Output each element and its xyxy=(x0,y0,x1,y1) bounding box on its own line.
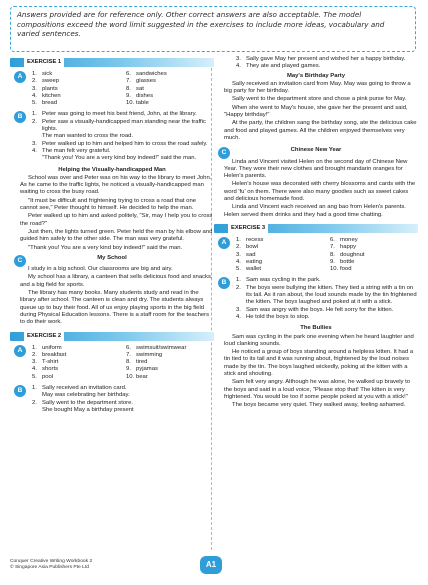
answer-sentence xyxy=(32,119,214,134)
answer-item xyxy=(32,352,120,359)
item-text: sat xyxy=(136,85,144,92)
answer-item xyxy=(126,352,214,359)
paragraph: Linda and Vincent visited Helen on the second day of Chinese New Year. They wore their new clothes and brought mandarin oranges for Helen's parents. xyxy=(224,158,408,180)
answer-item xyxy=(236,237,324,244)
item-number: 3. xyxy=(32,85,37,92)
item-number: 5. xyxy=(236,266,241,273)
ex2-section-a xyxy=(10,345,214,381)
section-c-badge: C xyxy=(218,147,230,159)
ex3-a-answers xyxy=(236,237,418,273)
item-number: 6. xyxy=(126,344,131,351)
item-number: 1. xyxy=(32,384,37,391)
paragraph: When she went to May's house, she gave her the present and said, "Happy birthday!" xyxy=(224,104,408,119)
essay-title: Chinese New Year xyxy=(290,147,342,154)
item-number: 5. xyxy=(32,100,37,107)
item-number: 3. xyxy=(32,359,37,366)
section-a-badge: A xyxy=(14,345,26,357)
paragraph: School was over and Peter was on his way to the library to meet John. As he came to the traffic lights, he noticed a visually-handicapped man waiting to cross the busy road. xyxy=(20,174,212,196)
answer-sentence xyxy=(236,314,418,321)
item-text: breakfast xyxy=(42,351,67,358)
answer-item xyxy=(32,345,120,352)
item-number: 4. xyxy=(236,313,241,320)
item-text: sick xyxy=(42,71,53,77)
book-title: Conquer Creative Writing Workbook 2 xyxy=(10,559,93,564)
item-number: 10. xyxy=(330,266,339,273)
item-number: 1. xyxy=(236,236,241,243)
item-text: wallet xyxy=(246,266,262,273)
item-number: 2. xyxy=(236,284,241,291)
paragraph: The library has many books. Many students study and read in the library after school. The canteen is clean and dry. The students always queue up to buy their food. All of us enjoy playing sports in the big field during Physical Education lessons. There is a staff room for the teachers to do their work. xyxy=(20,290,210,326)
item-text: shorts xyxy=(42,366,59,373)
paragraph: Sally received an invitation card from May. May was going to throw a big party for her birthday. xyxy=(224,80,411,95)
ex2-section-b xyxy=(10,385,214,414)
ex1-b-answers xyxy=(32,111,214,162)
item-text: He told the boys to stop. xyxy=(246,313,310,320)
item-text: tired xyxy=(136,359,148,366)
section-a-badge: A xyxy=(218,237,230,249)
item-number: 2. xyxy=(236,244,241,251)
left-column xyxy=(10,56,214,418)
item-number: 3. xyxy=(236,251,241,258)
item-text: Sally gave May her present and wished her a happy birthday. xyxy=(246,56,406,62)
item-number: 10. xyxy=(126,373,135,380)
item-text: T-shirt xyxy=(42,359,59,366)
answer-item xyxy=(32,78,120,85)
item-text: The boys were bullying the kitten. They tied a string with a tin on its tail. As it ran about, the loud sounds made by the tin frightened the kitten. The boys laughed and poked at it with a stick. xyxy=(246,284,417,306)
answer-sentence xyxy=(32,111,214,118)
answer-item xyxy=(32,93,120,100)
ex2-b-answers xyxy=(32,385,214,414)
answer-sentence xyxy=(236,277,418,284)
paragraph: Linda and Vincent each received an ang bao from Helen's parents. Helen served them drinks and they had a good time chatting. xyxy=(224,204,406,218)
answer-item xyxy=(236,252,324,259)
item-number: 3. xyxy=(32,140,37,147)
item-text: Sam was cycling in the park. xyxy=(246,277,321,284)
item-number: 2. xyxy=(32,399,37,406)
item-number xyxy=(32,133,42,140)
section-b-badge: B xyxy=(14,111,26,123)
item-text: recess xyxy=(246,236,264,243)
answer-sentence xyxy=(32,407,214,414)
answer-item xyxy=(236,244,324,251)
item-number: 1. xyxy=(32,71,37,77)
item-text: Peter saw a visually-handicapped man standing near the traffic lights. xyxy=(42,118,206,133)
answer-sentence xyxy=(236,56,418,63)
item-number: 7. xyxy=(126,351,131,358)
answer-item xyxy=(330,244,418,251)
answer-item xyxy=(330,252,418,259)
item-number: 1. xyxy=(32,344,37,351)
item-text: bread xyxy=(42,100,58,107)
answer-item xyxy=(236,266,324,273)
answer-sentence xyxy=(236,63,418,70)
paragraph: Sam was cycling in the park one evening when he heard laughter and loud clanking sounds. xyxy=(224,333,414,347)
copyright: © Singapore Asia Publishers Pte Ltd xyxy=(10,565,89,570)
item-text: Peter walked up to him and helped him to cross the road safely. xyxy=(42,140,208,147)
answer-item xyxy=(32,86,120,93)
item-number: 3. xyxy=(236,306,241,313)
story-title: May's Birthday Party xyxy=(286,72,346,79)
answer-sentence xyxy=(32,392,214,399)
item-text: They ate and played games. xyxy=(246,63,321,70)
answer-item xyxy=(330,237,418,244)
essay-body xyxy=(10,266,214,326)
item-text: bear xyxy=(136,373,148,380)
item-text: Sally received an invitation card. xyxy=(42,384,127,391)
item-text: bowl xyxy=(246,244,259,251)
page-number-badge: A1 xyxy=(200,556,222,574)
answer-sentence xyxy=(32,155,214,162)
ex2-b-answers-continued xyxy=(214,56,418,71)
answer-sentence xyxy=(236,285,418,307)
item-text: sweep xyxy=(42,78,60,85)
item-text: uniform xyxy=(42,344,62,351)
item-text: money xyxy=(340,236,358,243)
item-text: swimming xyxy=(136,351,163,358)
answer-sentence xyxy=(32,400,214,407)
item-text: doughnut xyxy=(340,251,365,258)
answer-sentence xyxy=(236,307,418,314)
publisher-footer xyxy=(10,559,92,571)
item-number: 8. xyxy=(330,251,335,258)
paragraph: He noticed a group of boys standing around a helpless kitten. It had a tin tied to its tail and it was running about, frightened by the loud noises made by the tin. The boys laughed wickedly, poking at the kitten with a stick and shouting. xyxy=(224,349,414,377)
ex2-a-answers xyxy=(32,345,214,381)
paragraph: Sam felt very angry. Although he was alone, he walked up bravely to the boys and said in a loud voice, "Please stop that! The kitten is very frightened. You would be too if some people poked at you with a stick!" xyxy=(224,379,411,400)
item-text: bottle xyxy=(340,258,355,265)
item-number: 6. xyxy=(126,71,131,77)
answer-item xyxy=(126,366,214,373)
paragraph: The boys became very quiet. They walked away, feeling ashamed. xyxy=(232,402,406,409)
section-a-badge: A xyxy=(14,71,26,83)
exercise-2-header: EXERCISE 2 xyxy=(10,332,214,341)
story-body xyxy=(214,81,418,142)
right-column xyxy=(214,56,418,410)
answer-sentence xyxy=(32,148,214,155)
item-text: plants xyxy=(42,85,58,92)
answer-item xyxy=(32,359,120,366)
item-text: swimsuit/swimwear xyxy=(136,344,187,351)
item-number: 10. xyxy=(126,100,135,107)
item-number: 2. xyxy=(32,118,37,125)
item-text: dishes xyxy=(136,92,154,99)
item-text: Sam was angry with the boys. He felt sorry for the kitten. xyxy=(246,306,394,313)
ex1-section-a xyxy=(10,71,214,107)
answer-sentence xyxy=(32,141,214,148)
item-text: She bought May a birthday present xyxy=(42,406,134,413)
item-number xyxy=(32,407,42,414)
paragraph: Sally went to the department store and chose a pink purse for May. xyxy=(232,96,407,103)
answer-sentence xyxy=(32,133,214,140)
paragraph: Just then, the lights turned green. Peter held the man by his elbow and guided him safely to the other side. The man was very grateful. xyxy=(20,228,213,243)
item-text: The man wanted to cross the road. xyxy=(42,133,134,140)
answer-item xyxy=(330,259,418,266)
item-number: 9. xyxy=(126,92,131,99)
ex1-section-c xyxy=(10,255,214,262)
answer-item xyxy=(32,366,120,373)
item-text: kitchen xyxy=(42,92,61,99)
answer-item xyxy=(330,266,418,273)
ex3-section-b xyxy=(214,277,418,321)
item-text: sad xyxy=(246,251,256,258)
section-b-badge: B xyxy=(218,277,230,289)
paragraph: Helen's house was decorated with cherry blossoms and cards with the word 'fu' on them. There were also many goodies such as sweet cakes and delicious homemade food. xyxy=(224,181,416,203)
answer-item xyxy=(236,259,324,266)
item-number: 4. xyxy=(32,147,37,154)
item-number: 5. xyxy=(32,373,37,380)
item-text: pool xyxy=(42,373,54,380)
item-number xyxy=(32,392,42,399)
ex1-section-b xyxy=(10,111,214,162)
item-number xyxy=(32,155,42,162)
exercise-3-header: EXERCISE 3 xyxy=(214,224,418,233)
item-number: 4. xyxy=(236,258,241,265)
paragraph: At the party, the children sang the birthday song, ate the delicious cake and food and played games. All the children enjoyed themselves very much. xyxy=(224,120,417,141)
item-number: 2. xyxy=(32,78,37,85)
answer-item xyxy=(126,93,214,100)
answer-item xyxy=(32,100,120,107)
answer-item xyxy=(126,86,214,93)
paragraph: Peter walked up to him and asked politely, "Sir, may I help you to cross the road?" xyxy=(20,213,213,227)
item-number: 8. xyxy=(126,359,131,366)
ex3-section-a xyxy=(214,237,418,273)
answer-item xyxy=(126,374,214,381)
item-number: 9. xyxy=(126,366,131,373)
item-text: sandwiches xyxy=(136,71,167,77)
paragraph: I study in a big school. Our classrooms are big and airy. xyxy=(28,266,173,273)
item-text: pyjamas xyxy=(136,366,158,373)
answer-notice: Answers provided are for reference only. Other correct answers are also acceptable. The model compositions exceed the word limit suggested in the exercises to include more ideas, vocabulary and varied sentences. xyxy=(10,6,416,52)
ex3-b-answers xyxy=(236,277,418,321)
ex2-section-c xyxy=(214,147,418,157)
item-number: 7. xyxy=(330,244,335,251)
item-text: glasses xyxy=(136,78,156,85)
answer-sentence xyxy=(32,385,214,392)
item-number: 6. xyxy=(330,236,335,243)
answer-item xyxy=(126,345,214,352)
essay-body xyxy=(214,159,418,219)
answer-item xyxy=(126,359,214,366)
item-text: Peter was going to meet his best friend, John, at the library. xyxy=(42,111,197,118)
item-text: eating xyxy=(246,258,263,265)
item-text: "Thank you! You are a very kind boy indeed!" said the man. xyxy=(42,155,197,162)
section-c-badge: C xyxy=(14,255,26,267)
story-body xyxy=(10,175,214,252)
item-text: food xyxy=(340,266,352,273)
item-number: 8. xyxy=(126,85,131,92)
item-number: 3. xyxy=(236,56,241,62)
answer-item xyxy=(126,100,214,107)
item-number: 1. xyxy=(236,277,241,284)
item-text: May was celebrating her birthday. xyxy=(42,392,130,399)
item-number: 4. xyxy=(32,366,37,373)
story-title: The Bullies xyxy=(300,325,332,332)
answer-item xyxy=(126,71,214,78)
story-title: Helping the Visually-handicapped Man xyxy=(58,166,166,173)
item-number: 2. xyxy=(32,351,37,358)
item-number: 7. xyxy=(126,78,131,85)
paragraph: My school has a library, a canteen that sells delicious food and snacks, and a big field for sports. xyxy=(20,274,213,288)
item-number: 4. xyxy=(236,63,241,70)
item-text: table xyxy=(136,100,149,107)
item-number: 9. xyxy=(330,258,335,265)
answer-item xyxy=(32,374,120,381)
item-text: The man felt very grateful. xyxy=(42,147,111,154)
ex1-a-answers xyxy=(32,71,214,107)
exercise-1-header: EXERCISE 1 xyxy=(10,58,214,67)
section-b-badge: B xyxy=(14,385,26,397)
story-body xyxy=(214,334,418,410)
item-number: 1. xyxy=(32,111,37,118)
essay-title: My School xyxy=(97,254,127,261)
item-text: Sally went to the department store. xyxy=(42,399,134,406)
paragraph: "It must be difficult and frightening trying to cross a road that one cannot see," Peter thought to himself. He decided to help the man. xyxy=(20,197,196,212)
item-number: 4. xyxy=(32,92,37,99)
answer-item xyxy=(32,71,120,78)
answer-item xyxy=(126,78,214,85)
paragraph: "Thank you! You are a very kind boy indeed!" said the man. xyxy=(28,244,183,251)
item-text: happy xyxy=(340,244,357,251)
